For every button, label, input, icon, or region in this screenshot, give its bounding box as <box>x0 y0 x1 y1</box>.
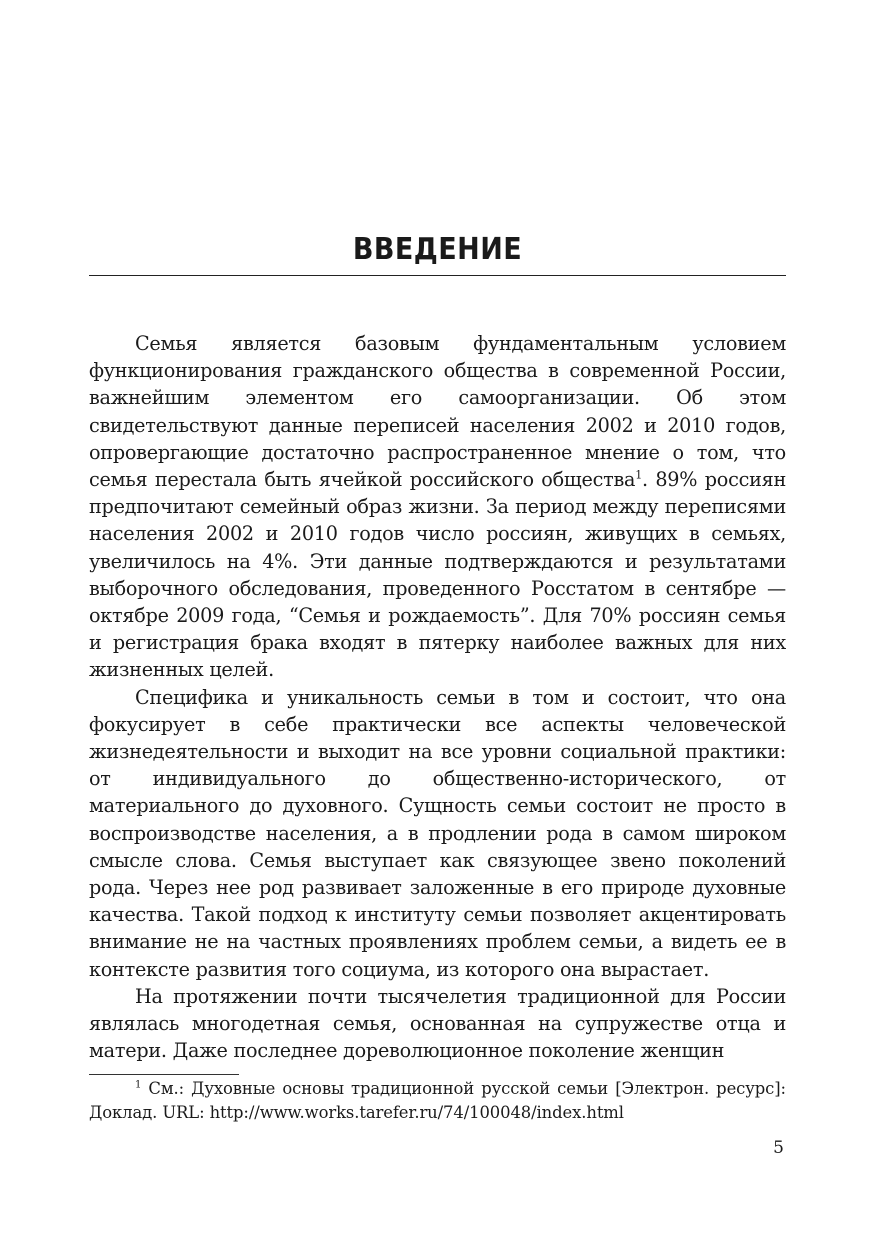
paragraph-1-text-b: . 89% россиян предпочитают семейный образ жизни. За период между переписями населения 2002 и 2010 годов число россиян, живущих в семьях, увеличилось на 4%. Эти данные подтверждаются и результатами выборочного обследования, проведенного Росстатом в сентябре — октябре 2009 года, “Семья и рождаемость”. Для 70% россиян семья и регистрация брака входят в пятерку наиболее важных для них жизненных целей. <box>89 468 787 682</box>
body-text <box>89 330 786 1064</box>
footnote-separator <box>89 1074 239 1075</box>
footnote-text: См.: Духовные основы традиционной русской семьи [Электрон. ресурс]: Доклад. URL: http://www.works.tarefer.ru/74/100048/index.html <box>89 1079 786 1122</box>
footnote <box>89 1077 786 1125</box>
chapter-title: ВВЕДЕНИЕ <box>352 232 523 267</box>
footnote-marker: 1 <box>135 1079 142 1091</box>
paragraph-1-text-a: Семья является базовым фундаментальным условием функционирования гражданского общества в современной России, важнейшим элементом его самоорганизации. Об этом свидетельствуют данные переписей населения 2002 и 2010 годов, опровергающие достаточно распространенное мнение о том, что семья перестала быть ячейкой российского общества <box>89 332 786 492</box>
title-underline <box>89 275 786 276</box>
paragraph-2: Специфика и уникальность семьи в том и состоит, что она фокусирует в себе практически все аспекты человеческой жизнедеятельности и выходит на все уровни социальной практики: от индивидуального до общественно-исторического, от материального до духовного. Сущность семьи состоит не просто в воспроизводстве населения, а в продлении рода в самом широком смысле слова. Семья выступает как связующее звено поколений рода. Через нее род развивает заложенные в его природе духовные качества. Такой подход к институту семьи позволяет акцентировать внимание не на частных проявлениях проблем семьи, а видеть ее в контексте развития того социума, из которого она вырастает. <box>89 685 786 981</box>
book-page <box>89 0 786 1240</box>
page-number: 5 <box>773 1138 784 1158</box>
paragraph-3: На протяжении почти тысячелетия традиционной для России являлась многодетная семья, основанная на супружестве отца и матери. Даже последнее дореволюционное поколение женщин <box>89 984 786 1063</box>
paragraph-1 <box>89 330 786 684</box>
footnote-reference[interactable]: 1 <box>635 468 642 482</box>
